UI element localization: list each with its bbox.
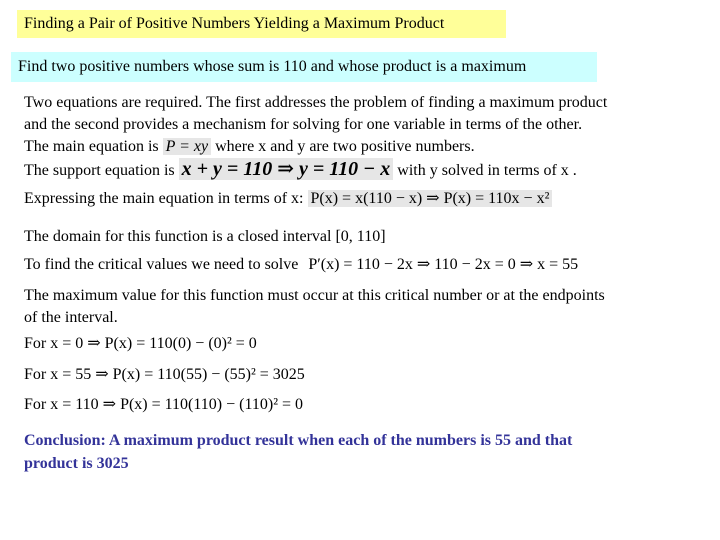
support-equation-line	[24, 158, 577, 182]
maximum-line-2: of the interval.	[24, 309, 118, 326]
main-equation-prefix: The main equation is	[24, 138, 159, 155]
slide-title: Finding a Pair of Positive Numbers Yielding a Maximum Product	[17, 10, 506, 38]
intro-line-2: and the second provides a mechanism for solving for one variable in terms of the other.	[24, 116, 583, 133]
conclusion-line-1: Conclusion: A maximum product result when each of the numbers is 55 and that	[24, 432, 573, 449]
maximum-line-1: The maximum value for this function must occur at this critical number or at the endpoints	[24, 287, 605, 304]
support-equation-suffix: with y solved in terms of x .	[397, 162, 577, 179]
critical-equation: P′(x) = 110 − 2x ⇒ 110 − 2x = 0 ⇒ x = 55	[308, 256, 579, 273]
main-equation: P = xy	[163, 138, 211, 155]
problem-statement: Find two positive numbers whose sum is 110 and whose product is a maximum	[11, 52, 597, 82]
evaluation-x-55: For x = 55 ⇒ P(x) = 110(55) − (55)² = 3025	[24, 366, 305, 383]
conclusion-line-2: product is 3025	[24, 455, 129, 472]
support-equation-prefix: The support equation is	[24, 162, 175, 179]
expressing-line	[24, 188, 552, 210]
evaluation-x-0: For x = 0 ⇒ P(x) = 110(0) − (0)² = 0	[24, 335, 257, 352]
critical-line	[24, 254, 578, 276]
main-equation-line	[24, 136, 475, 158]
expressing-prefix: Expressing the main equation in terms of x:	[24, 190, 304, 207]
intro-line-1: Two equations are required. The first addresses the problem of finding a maximum product	[24, 94, 608, 111]
expressing-equation: P(x) = x(110 − x) ⇒ P(x) = 110x − x²	[308, 190, 553, 207]
support-equation: x + y = 110 ⇒ y = 110 − x	[179, 158, 394, 180]
main-equation-suffix: where x and y are two positive numbers.	[215, 138, 475, 155]
domain-text: The domain for this function is a closed interval [0, 110]	[24, 228, 386, 245]
critical-prefix: To find the critical values we need to solve	[24, 256, 299, 273]
evaluation-x-110: For x = 110 ⇒ P(x) = 110(110) − (110)² = 0	[24, 396, 304, 413]
